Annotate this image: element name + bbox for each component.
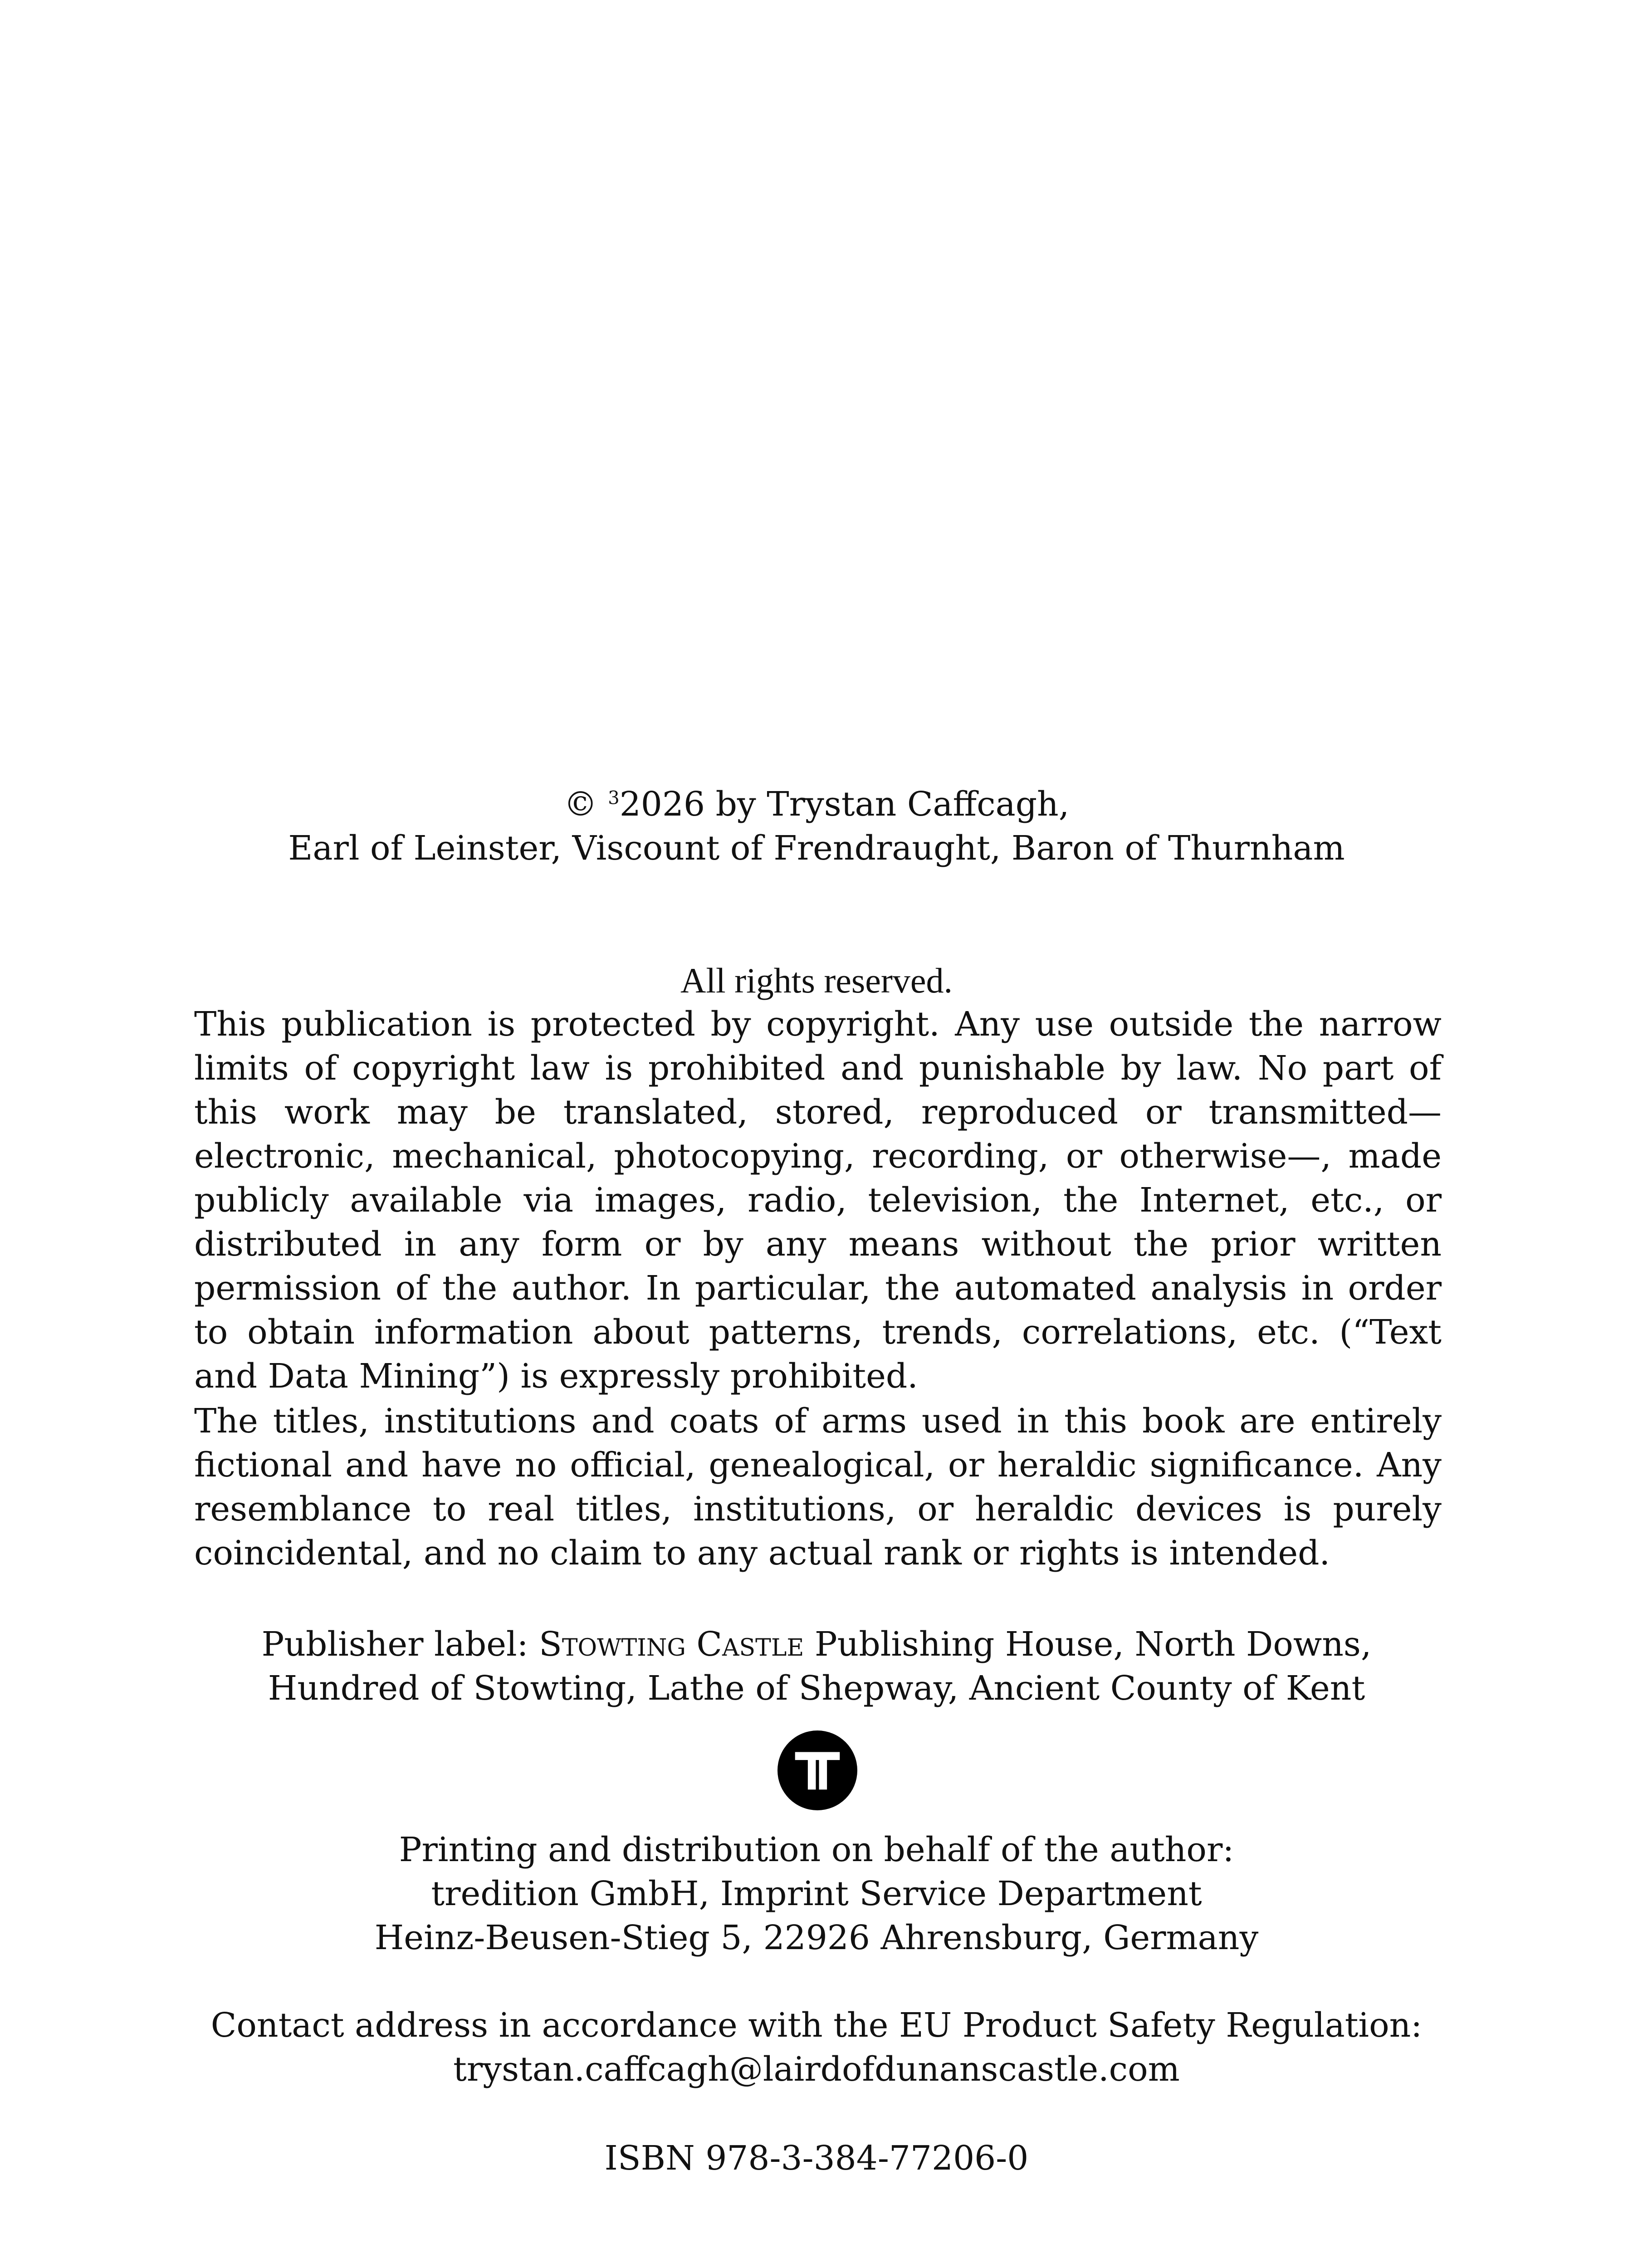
printing-line-3: Heinz-Beusen-Stieg 5, 22926 Ahrensburg, Germany (374, 1918, 1259, 1957)
disclaimer-paragraph: The titles, institutions and coats of arms used in this book are entirely fictional and have no official, genealogical, or heraldic significance. Any resemblance to real titles, institutions, or heraldic devices is purely coincidental, and no claim to any actual rank or rights is intended. (194, 1402, 1442, 1573)
logo-circle (777, 1730, 857, 1810)
author-titles: Earl of Leinster, Viscount of Frendraught, Baron of Thurnham (288, 829, 1345, 868)
publisher-line-1 (0, 1623, 1633, 1667)
copyright-line (0, 782, 1633, 826)
publisher-suffix: Publishing House, North Downs, (804, 1625, 1372, 1664)
rights-heading: All rights reserved. (680, 961, 953, 1000)
printing-block (0, 1828, 1633, 1960)
publisher-prefix: Publisher label: (261, 1625, 539, 1664)
printing-line-2: tredition GmbH, Imprint Service Department (431, 1874, 1202, 1913)
contact-block (0, 2004, 1633, 2092)
publisher-block (0, 1623, 1633, 1711)
publisher-line-2: Hundred of Stowting, Lathe of Shepway, Ancient County of Kent (268, 1669, 1365, 1708)
isbn: ISBN 978-3-384-77206-0 (604, 2139, 1029, 2178)
rights-paragraph: This publication is protected by copyright. Any use outside the narrow limits of copyright law is prohibited and punishable by law. No part of this work may be translated, stored, reproduced or transmitted—electronic, mechanical, photocopying, recording, or otherwise—, made publicly available via images, radio, television, the Internet, etc., or distributed in any form or by any means without the prior written permission of the author. In particular, the automated analysis in order to obtain information about patterns, trends, correlations, etc. (“Text and Data Mining”) is expressly prohibited. (194, 1005, 1442, 1396)
printing-line-1: Printing and distribution on behalf of the author: (399, 1830, 1234, 1869)
contact-line-1: Contact address in accordance with the EU Product Safety Regulation: (210, 2006, 1423, 2045)
edition-superscript: 3 (608, 787, 620, 809)
copyright-block (0, 782, 1633, 870)
copyright-year-author: 2026 by Trystan Caffcagh, (619, 785, 1070, 824)
copyright-symbol: © (563, 785, 597, 824)
contact-email: trystan.caffcagh@lairdofdunanscastle.com (453, 2050, 1180, 2089)
tredition-logo-icon (777, 1730, 857, 1810)
publisher-name: Stowting Castle (539, 1625, 804, 1664)
